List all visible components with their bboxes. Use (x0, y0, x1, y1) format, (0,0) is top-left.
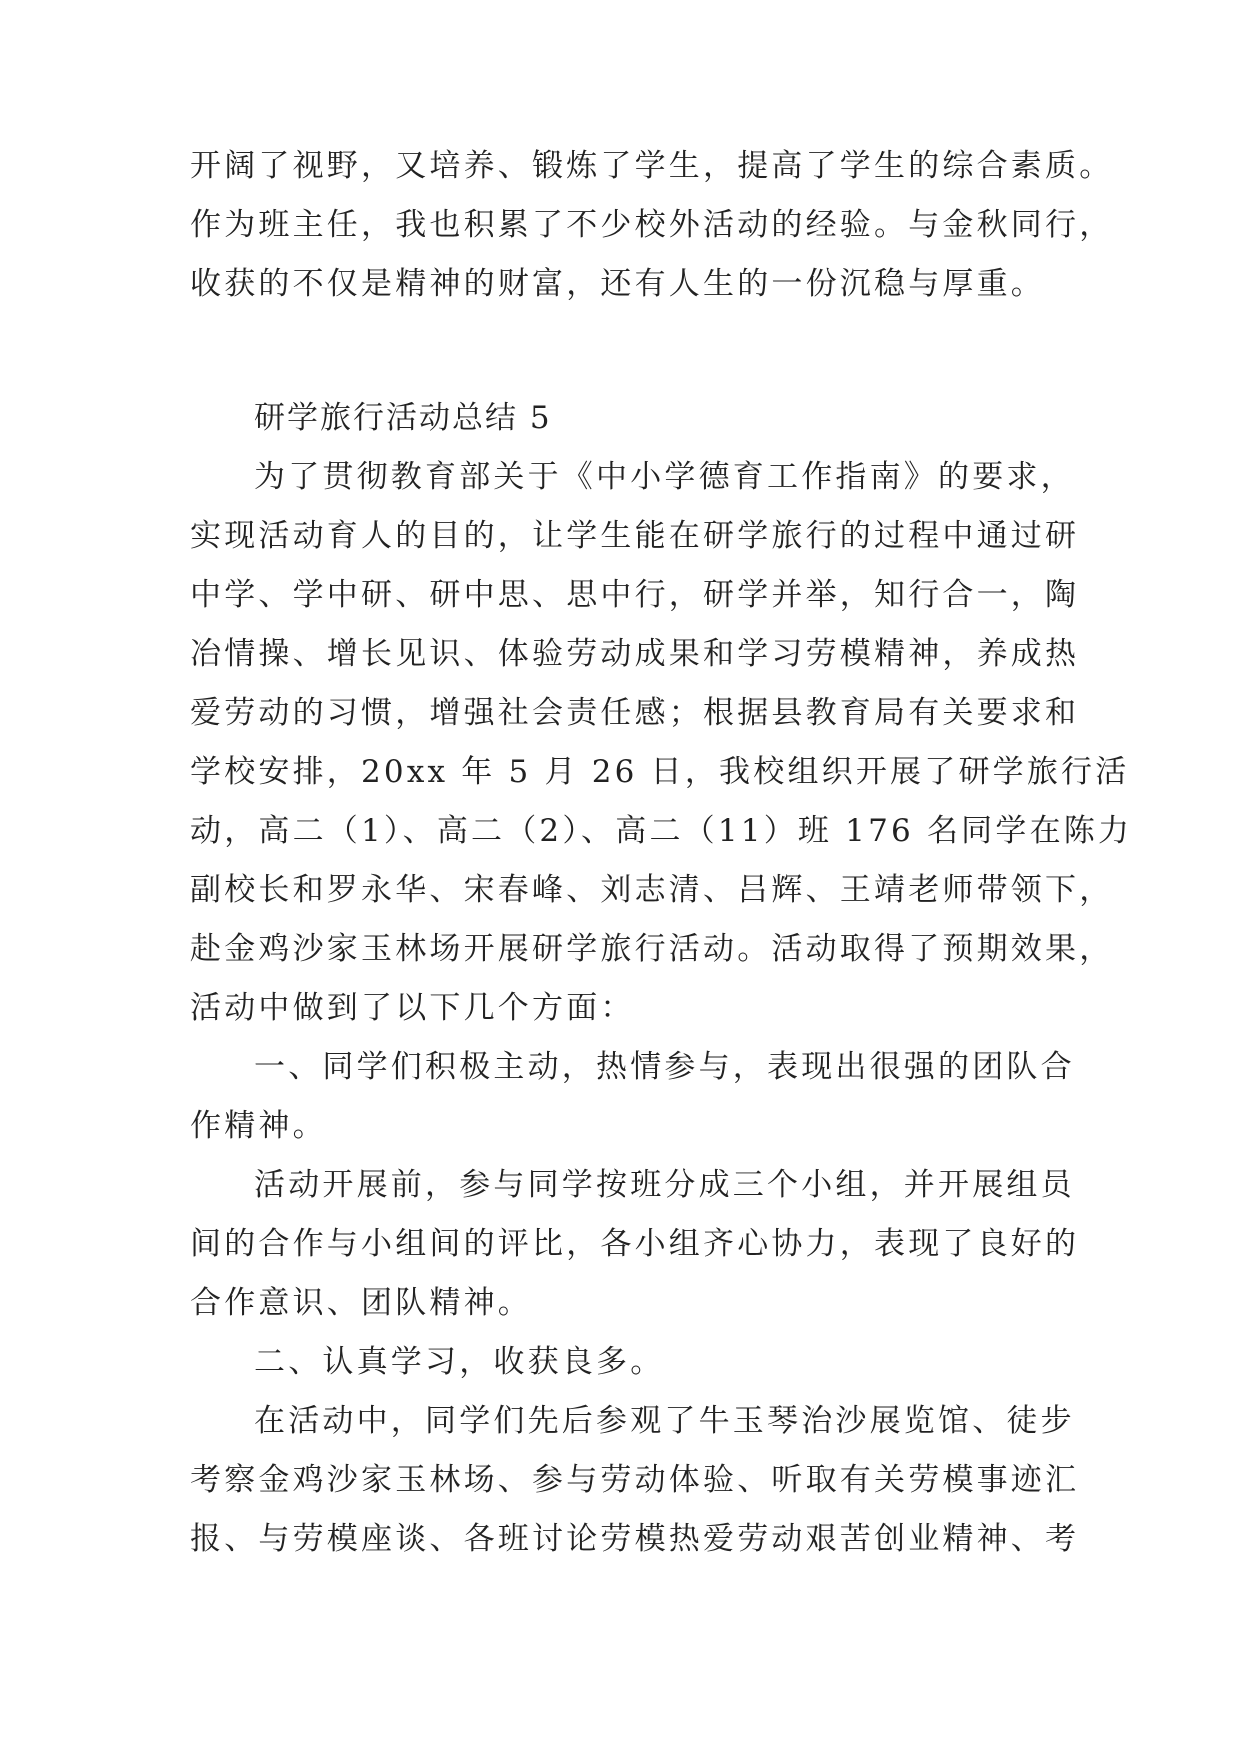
body-text-line: 开阔了视野，又培养、锻炼了学生，提高了学生的综合素质。 (190, 148, 1114, 184)
body-text-line: 动，高二（1）、高二（2）、高二（11）班 176 名同学在陈力 (190, 813, 1133, 849)
list-item-heading: 一、同学们积极主动，热情参与，表现出很强的团队合 (254, 1049, 1075, 1085)
body-text-line: 冶情操、增长见识、体验劳动成果和学习劳模精神，养成热 (190, 636, 1080, 672)
body-text-line: 为了贯彻教育部关于《中小学德育工作指南》的要求， (254, 459, 1075, 495)
section-heading: 研学旅行活动总结 5 (254, 400, 552, 436)
body-text-line: 中学、学中研、研中思、思中行，研学并举，知行合一，陶 (190, 577, 1080, 613)
body-text-line: 作精神。 (190, 1108, 327, 1144)
body-text-line: 报、与劳模座谈、各班讨论劳模热爱劳动艰苦创业精神、考 (190, 1521, 1080, 1557)
body-text-line: 在活动中，同学们先后参观了牛玉琴治沙展览馆、徒步 (254, 1403, 1075, 1439)
body-text-line: 活动中做到了以下几个方面： (190, 990, 635, 1026)
body-text-line: 活动开展前，参与同学按班分成三个小组，并开展组员 (254, 1167, 1075, 1203)
body-text-line: 爱劳动的习惯，增强社会责任感；根据县教育局有关要求和 (190, 695, 1080, 731)
body-text-line: 实现活动育人的目的，让学生能在研学旅行的过程中通过研 (190, 518, 1080, 554)
body-text-line: 合作意识、团队精神。 (190, 1285, 532, 1321)
body-text-line: 副校长和罗永华、宋春峰、刘志清、吕辉、王靖老师带领下， (190, 872, 1114, 908)
body-text-line: 间的合作与小组间的评比，各小组齐心协力，表现了良好的 (190, 1226, 1080, 1262)
body-text-line: 学校安排，20xx 年 5 月 26 日，我校组织开展了研学旅行活 (190, 754, 1130, 790)
body-text-line: 收获的不仅是精神的财富，还有人生的一份沉稳与厚重。 (190, 266, 1045, 302)
list-item-heading: 二、认真学习，收获良多。 (254, 1344, 665, 1380)
body-text-line: 赴金鸡沙家玉林场开展研学旅行活动。活动取得了预期效果， (190, 931, 1114, 967)
body-text-line: 作为班主任，我也积累了不少校外活动的经验。与金秋同行， (190, 207, 1114, 243)
body-text-line: 考察金鸡沙家玉林场、参与劳动体验、听取有关劳模事迹汇 (190, 1462, 1080, 1498)
